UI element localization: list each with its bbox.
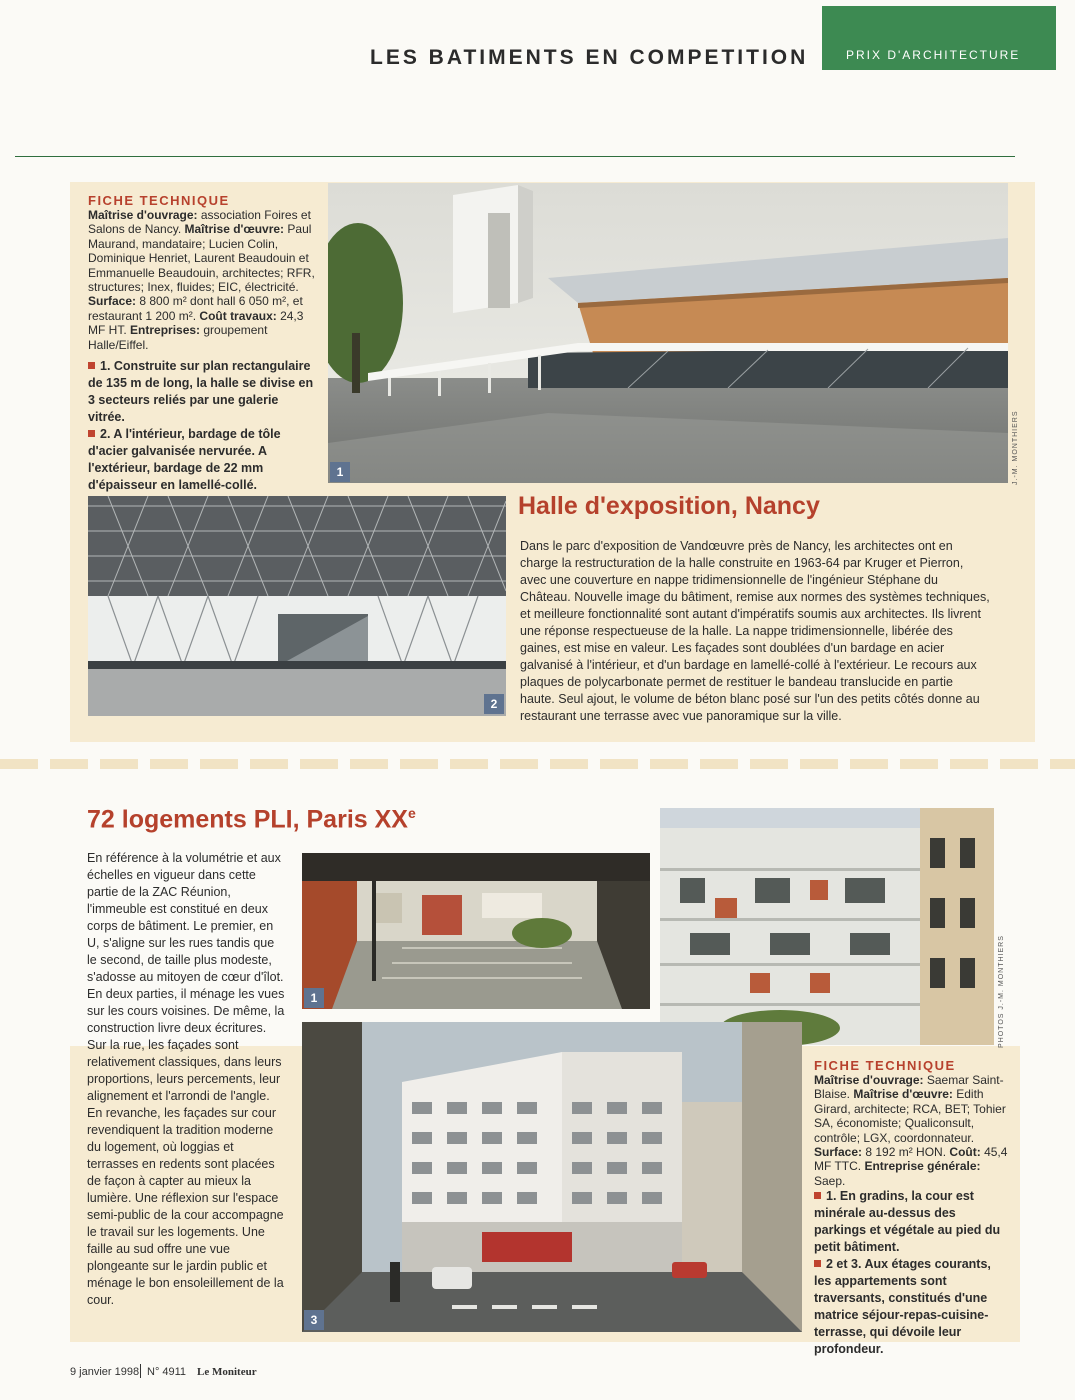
photo-street-corner [302,1022,802,1332]
article2-title-sup: e [407,805,416,821]
fiche-label-ouvrage: Maîtrise d'ouvrage: [814,1073,924,1087]
caption-2 [814,1256,1010,1358]
photo-number-badge: 1 [330,462,350,482]
article1-body: Dans le parc d'exposition de Vandœuvre près de Nancy, les architectes ont en charge la restructuration de la halle construite en 1963-64 par Kruger et Pierron, avec une couverture en nappe tridimensionnelle de l'ingénieur Stéphane du Château. Nouvelle image du bâtiment, remise aux normes des systèmes techniques, et meilleure fonctionnalité sont autant d'impératifs soumis aux architectes. Ils livrent une réponse respectueuse de la halle. La nappe tridimensionnelle, libérée des gaines, est mise en valeur. Les façades sont doublées d'un bardage en acier galvanisé à l'intérieur, et d'un bardage en lamellé-collé à l'extérieur. Le recours aux plaques de polycarbonate permet de restituer le bandeau translucide en partie haute. Seul ajout, le volume de béton blanc posé sur l'un des petits côtés donne au restaurant une terrasse avec vue panoramique sur la ville. [520,539,990,723]
bullet-square-icon [88,362,95,369]
article2-body: En référence à la volumétrie et aux échelles en vigueur dans cette partie de la ZAC Réunion, l'immeuble est constitué en deux corps de bâtiment. Le premier, en U, s'aligne sur les rues tandis que le second, de taille plus modeste, s'adosse au mitoyen de cœur d'îlot. En deux parties, il ménage les vues sur les cours voisines. De même, la construction livre deux écritures. Sur la rue, les façades sont relativement classiques, dans leurs proportions, leurs percements, leur alignement et l'arrondi de l'angle. En revanche, les façades sur cour revendiquent la tradition moderne du logement, où loggias et terrasses en redents sont placées de façon à capter au mieux la lumière. Une réflexion sur l'espace semi-public de la cour accompagne le travail sur les logements. Une faille au sud offre une vue plongeante sur le jardin public et ménage le bon ensoleillement de la cour. [87,851,285,1307]
article2-captions [814,1188,1010,1358]
fiche-label-surface: Surface: [88,294,137,309]
fiche-label-oeuvre: Maîtrise d'œuvre: [853,1087,953,1102]
caption-1 [814,1188,1010,1256]
bullet-square-icon [88,430,95,437]
photo-credit: PHOTOS J.-M. MONTHIERS [998,935,1005,1048]
caption-1-text: 1. Construite sur plan rectangulaire de 135 m de long, la halle se divise en 3 secteurs reliés par une galerie vitrée. [88,359,314,424]
section-separator [0,758,1075,770]
article1-fiche-technique [88,193,318,352]
caption-2-text: 2. A l'intérieur, bardage de tôle d'acier galvanisée nervurée. A l'extérieur, bardage de 22 mm d'épaisseur en lamellé-collé. [88,427,281,492]
fiche-label-ouvrage: Maîtrise d'ouvrage: [88,208,198,222]
photo-courtyard-facade [660,808,994,1045]
section-title: LES BATIMENTS EN COMPETITION [370,46,809,69]
bullet-square-icon [814,1192,821,1199]
footer-date: 9 janvier 1998 [70,1366,140,1378]
fiche-text-surface: 8 192 m² HON. [862,1145,947,1160]
fiche-text-oeuvre: Paul Maurand, mandataire; Lucien Colin, Dominique Henriet, Laurent Beaudouin et Emmanuelle Beaudouin, architectes; RFR, structures; Inex, fluides; EIC, électricité. [88,222,315,295]
fiche-text-oeuvre: Edith Girard, architecte; RCA, BET; Tohier SA, économiste; Qualiconsult, contrôle; LGX, coordonnateur. [814,1087,1006,1145]
caption-2-text: 2 et 3. Aux étages courants, les appartements sont traversants, constitués d'une matrice séjour-repas-cuisine-terrasse, qui dévoile leur profondeur. [814,1257,991,1356]
section-badge [822,6,1056,70]
photo-hall-interior [88,496,506,716]
fiche-text-surface: 8 800 m² dont hall 6 050 m², et restaurant 1 200 m². [88,294,303,323]
article1-captions [88,358,318,494]
photo-courtyard [302,853,650,1009]
photo-number-badge: 1 [304,988,324,1008]
fiche-text-entreprise: Saep. [814,1173,846,1188]
photo-number-badge: 3 [304,1310,324,1330]
fiche-label-surface: Surface: [814,1145,863,1160]
fiche-label-cout: Coût: [949,1145,981,1160]
fiche-label-entreprise: Entreprise générale: [864,1159,981,1174]
fiche-text-ouvrage: Saemar Saint-Blaise. [814,1073,1004,1102]
caption-2 [88,426,318,494]
fiche-heading: FICHE TECHNIQUE [88,193,230,208]
fiche-text-entreprises: groupement Halle/Eiffel. [88,323,268,352]
footer-divider [140,1364,141,1378]
article2-title [87,805,416,834]
article2-title-text: 72 logements PLI, Paris XX [87,805,408,834]
fiche-heading: FICHE TECHNIQUE [814,1058,956,1073]
article2-fiche-technique [814,1058,1010,1188]
bullet-square-icon [814,1260,821,1267]
photo-number-badge: 2 [484,694,504,714]
fiche-body [814,1073,1010,1188]
photo-hall-exterior [328,183,1008,483]
photo-credit: J.-M. MONTHIERS [1012,410,1019,485]
fiche-text-ouvrage: association Foires et Salons de Nancy. [88,208,311,237]
footer-publication: Le Moniteur [197,1366,257,1378]
fiche-label-cout: Coût travaux: [199,308,277,323]
fiche-body [88,208,318,352]
footer-issue: N° 4911 [147,1366,187,1378]
fiche-label-entreprises: Entreprises: [130,323,201,338]
fiche-label-oeuvre: Maîtrise d'œuvre: [184,222,285,237]
article1-title: Halle d'exposition, Nancy [518,492,820,520]
header-divider [15,156,1015,157]
fiche-text-cout: 24,3 MF HT. [88,308,304,338]
caption-1 [88,358,318,426]
section-badge-label: PRIX D'ARCHITECTURE [846,48,1021,62]
fiche-text-cout: 45,4 MF TTC. [814,1145,1008,1174]
caption-1-text: 1. En gradins, la cour est minérale au-dessus des parkings et végétale au pied du petit bâtiment. [814,1189,1001,1254]
